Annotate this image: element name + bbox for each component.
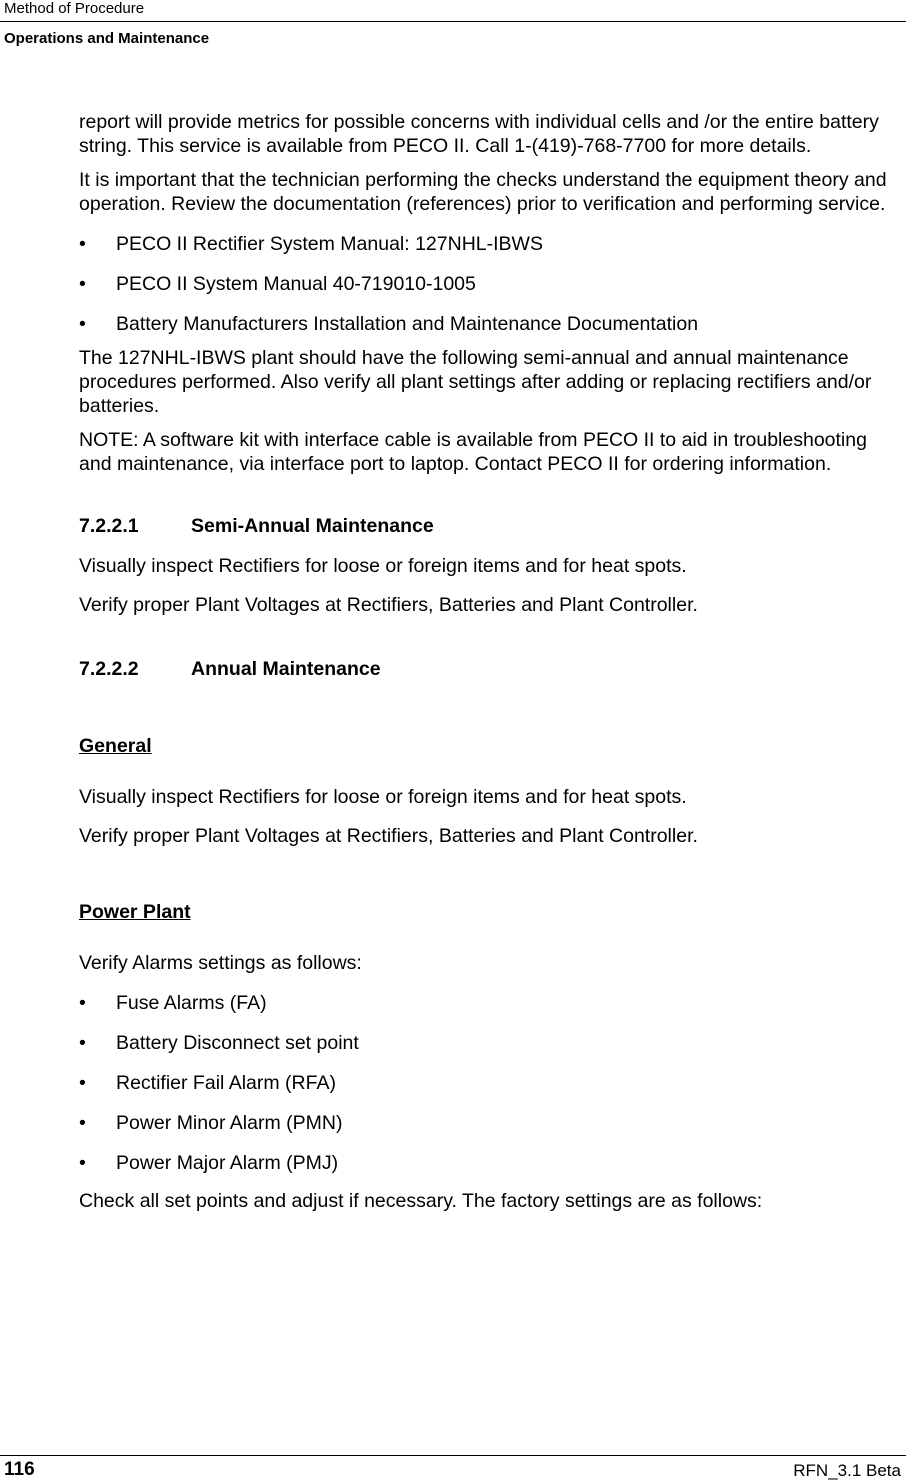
bullet-icon: • [79,1152,86,1174]
paragraph-factory-settings: Check all set points and adjust if necessary. The factory settings are as follows: [79,1190,763,1212]
header-section: Operations and Maintenance [4,30,210,47]
list-item: • Battery Manufacturers Installation and Maintenance Documentation [79,313,699,335]
paragraph-plant-procedures: The 127NHL-IBWS plant should have the following semi-annual and annual maintenance procedures performed. Also verify all plant settings after adding or replacing rectifiers and/or batteries. [79,347,872,417]
paragraph-general-verify: Verify proper Plant Voltages at Rectifiers, Batteries and Plant Controller. [79,825,698,847]
bullet-icon: • [79,1072,86,1094]
section-heading-annual [79,657,899,681]
paragraph-general-inspect: Visually inspect Rectifiers for loose or foreign items and for heat spots. [79,786,687,808]
list-item: • Rectifier Fail Alarm (RFA) [79,1072,336,1094]
paragraph-alarm-settings: Verify Alarms settings as follows: [79,952,362,974]
page-content [79,110,899,1213]
footer-rule [0,1455,906,1456]
list-item: • Power Minor Alarm (PMN) [79,1112,343,1134]
section-title: Annual Maintenance [191,658,381,680]
header-rule [0,21,906,22]
section-number: 7.2.2.2 [79,658,139,680]
list-item: • PECO II System Manual 40-719010-1005 [79,273,476,295]
list-item: • PECO II Rectifier System Manual: 127NHL-IBWS [79,233,543,255]
paragraph-semi-inspect: Visually inspect Rectifiers for loose or foreign items and for heat spots. [79,555,687,577]
list-item: • Battery Disconnect set point [79,1032,359,1054]
paragraph-semi-verify: Verify proper Plant Voltages at Rectifiers, Batteries and Plant Controller. [79,594,698,616]
paragraph-technician: It is important that the technician performing the checks understand the equipment theory and operation. Review the documentation (references) prior to verification and performing service. [79,169,887,215]
section-title: Semi-Annual Maintenance [191,515,434,537]
page-number: 116 [4,1459,35,1480]
bullet-icon: • [79,1112,86,1134]
list-item: • Fuse Alarms (FA) [79,992,267,1014]
document-version: RFN_3.1 Beta [793,1461,901,1480]
reference-list [79,232,899,336]
bullet-icon: • [79,992,86,1014]
bullet-icon: • [79,273,86,295]
subheading-power-plant: Power Plant [79,901,191,923]
header-doc-type: Method of Procedure [4,0,145,17]
bullet-icon: • [79,313,86,335]
paragraph-battery-report: report will provide metrics for possible concerns with individual cells and /or the entire battery string. This service is available from PECO II. Call 1-(419)-768-7700 for more details. [79,111,879,157]
bullet-icon: • [79,233,86,255]
paragraph-note: NOTE: A software kit with interface cable is available from PECO II to aid in troubleshooting and maintenance, via interface port to laptop. Contact PECO II for ordering information. [79,429,867,475]
section-number: 7.2.2.1 [79,515,139,537]
alarm-list [79,991,899,1175]
subheading-general: General [79,735,152,757]
section-heading-semi-annual [79,514,899,538]
bullet-icon: • [79,1032,86,1054]
list-item: • Power Major Alarm (PMJ) [79,1152,339,1174]
